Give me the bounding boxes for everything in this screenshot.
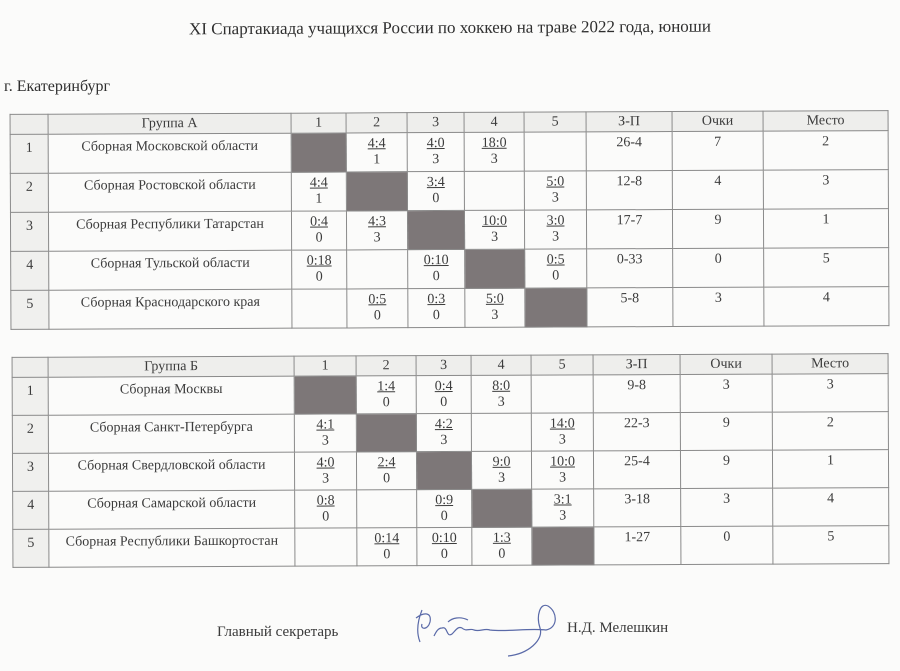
match-result-cell	[531, 413, 593, 451]
header-col-2: 2	[346, 113, 407, 133]
match-result-cell	[531, 451, 593, 489]
diagonal-cell	[465, 249, 525, 288]
document-title: XI Спартакиада учащихся России по хоккею на траве 2022 года, юноши	[188, 16, 712, 39]
header-col-3: 3	[416, 355, 471, 375]
match-score: 0:10	[431, 530, 457, 547]
match-result-cell	[416, 413, 471, 451]
team-name: Сборная Тульской области	[49, 250, 292, 290]
place: 4	[773, 488, 889, 527]
match-result-cell	[417, 527, 472, 565]
team-name: Сборная Республики Татарстан	[48, 211, 291, 251]
place: 3	[763, 170, 888, 210]
match-points: 0	[552, 268, 560, 284]
diagonal-cell	[472, 489, 532, 527]
match-result-cell	[524, 171, 586, 210]
match-points: 0	[383, 547, 391, 563]
match-points: 1	[373, 152, 381, 168]
group-name: Группа Б	[48, 356, 294, 377]
match-points: 3	[322, 471, 330, 487]
diagonal-cell	[291, 133, 346, 172]
group-b-table	[12, 353, 890, 568]
match-result-cell	[408, 249, 465, 288]
diagonal-cell	[346, 172, 407, 211]
team-name: Сборная Москвы	[48, 376, 294, 415]
header-col-5: 5	[524, 112, 586, 132]
match-result-cell	[524, 210, 586, 249]
match-score: 5:0	[546, 174, 565, 190]
team-number: 2	[10, 173, 48, 212]
header-goals: З-П	[586, 112, 672, 132]
match-result-cell	[291, 172, 346, 211]
match-points: 3	[551, 190, 559, 206]
match-result-cell	[347, 289, 408, 328]
match-score: 3:1	[553, 492, 572, 508]
match-result-cell	[356, 452, 416, 490]
team-name: Сборная Ростовской области	[48, 172, 291, 212]
match-score: 8:0	[492, 378, 511, 394]
table-row	[11, 248, 889, 291]
team-number: 1	[12, 377, 48, 415]
match-score: 4:1	[316, 417, 335, 433]
diagonal-cell	[416, 451, 471, 489]
match-result-cell	[464, 132, 524, 171]
match-points: 0	[315, 269, 323, 285]
match-result-cell	[416, 375, 471, 413]
match-points: 0	[440, 395, 448, 411]
place: 2	[772, 412, 888, 451]
place: 3	[772, 374, 888, 413]
match-result-cell	[294, 452, 356, 490]
goal-difference: 1-27	[594, 526, 681, 564]
match-score: 14:0	[549, 416, 575, 432]
match-points: 3	[491, 229, 499, 245]
goal-difference: 5-8	[587, 288, 673, 327]
match-result-cell	[295, 528, 357, 566]
match-score: 4:3	[368, 214, 386, 230]
match-result-cell	[471, 451, 531, 489]
header-col-3: 3	[407, 112, 464, 132]
match-result-cell	[295, 490, 357, 528]
team-name: Сборная Самарской области	[49, 490, 295, 529]
group-a-table	[10, 110, 890, 330]
match-score: 0:18	[306, 253, 332, 269]
match-score: 0:10	[423, 253, 449, 269]
match-result-cell	[347, 250, 408, 289]
team-number: 5	[11, 290, 49, 329]
match-result-cell	[471, 375, 531, 413]
match-points: 0	[432, 191, 440, 207]
match-points: 1	[315, 191, 323, 207]
match-score: 3:0	[546, 213, 565, 229]
goal-difference: 25-4	[593, 450, 680, 488]
team-number: 3	[10, 212, 48, 251]
header-col-1: 1	[291, 113, 346, 133]
header-points: Очки	[672, 111, 763, 131]
goal-difference: 22-3	[593, 412, 680, 450]
goal-difference: 17-7	[586, 210, 672, 249]
points: 3	[673, 287, 764, 326]
match-result-cell	[472, 527, 532, 565]
match-result-cell	[464, 210, 524, 249]
match-score: 4:4	[309, 175, 328, 191]
points: 0	[673, 248, 764, 287]
match-score: 2:4	[377, 455, 396, 471]
header-place: Место	[763, 111, 888, 132]
place: 4	[764, 287, 889, 327]
city-label: г. Екатеринбург	[4, 78, 111, 95]
points: 9	[672, 209, 763, 248]
goal-difference: 0-33	[587, 249, 673, 288]
match-points: 3	[491, 307, 499, 323]
match-score: 10:0	[550, 454, 575, 470]
match-result-cell	[356, 376, 416, 414]
match-score: 4:2	[434, 416, 453, 433]
table-row	[10, 170, 888, 213]
table-row	[12, 412, 888, 454]
place: 5	[764, 248, 889, 288]
place: 1	[763, 209, 888, 249]
match-score: 0:5	[368, 292, 387, 308]
match-result-cell	[532, 489, 594, 527]
match-score: 0:4	[434, 378, 453, 395]
table-row	[12, 374, 888, 416]
match-result-cell	[292, 250, 347, 289]
match-result-cell	[465, 288, 525, 327]
header-col-5: 5	[531, 355, 593, 375]
match-result-cell	[417, 489, 472, 527]
table-row	[10, 209, 888, 252]
match-points: 3	[558, 432, 566, 448]
points: 0	[681, 526, 773, 564]
match-points: 3	[559, 508, 567, 524]
header-goals: З-П	[593, 354, 680, 374]
match-result-cell	[525, 249, 587, 288]
match-result-cell	[408, 288, 465, 327]
match-score: 10:0	[482, 213, 507, 229]
header-num	[12, 357, 48, 377]
header-col-4: 4	[471, 355, 531, 375]
match-points: 0	[373, 308, 381, 324]
diagonal-cell	[532, 527, 594, 565]
team-number: 4	[11, 251, 49, 290]
team-number: 4	[13, 491, 49, 529]
match-points: 0	[440, 547, 448, 563]
match-score: 4:0	[316, 455, 335, 471]
diagonal-cell	[356, 414, 416, 452]
match-points: 0	[315, 230, 323, 246]
match-points: 3	[321, 433, 329, 449]
match-result-cell	[407, 132, 464, 171]
match-score: 0:4	[310, 214, 328, 230]
match-score: 0:14	[374, 531, 400, 547]
points: 9	[680, 450, 772, 488]
secretary-role: Главный секретарь	[217, 624, 339, 640]
match-score: 0:9	[435, 492, 454, 509]
goal-difference: 3-18	[594, 488, 681, 526]
points: 3	[680, 374, 772, 412]
team-name: Сборная Краснодарского края	[49, 289, 292, 329]
match-score: 3:4	[426, 175, 445, 191]
match-points: 3	[432, 152, 440, 168]
match-result-cell	[291, 211, 346, 250]
match-points: 0	[322, 509, 330, 525]
points: 7	[672, 131, 763, 170]
goal-difference: 12-8	[586, 171, 672, 210]
match-points: 0	[383, 471, 391, 487]
diagonal-cell	[407, 210, 464, 249]
match-result-cell	[524, 132, 586, 171]
points: 3	[681, 488, 773, 526]
match-result-cell	[531, 375, 593, 413]
table-row	[11, 287, 889, 330]
table-row	[12, 450, 888, 492]
match-points: 3	[559, 470, 567, 486]
team-number: 2	[12, 415, 48, 453]
diagonal-cell	[525, 288, 587, 327]
header-col-2: 2	[356, 356, 416, 376]
match-points: 3	[498, 470, 506, 486]
match-points: 3	[497, 394, 505, 410]
header-place: Место	[772, 354, 888, 375]
match-score: 0:5	[546, 252, 565, 268]
team-name: Сборная Санкт-Петербурга	[48, 414, 294, 453]
header-points: Очки	[680, 354, 772, 374]
table-row	[10, 131, 888, 174]
secretary-name: Н.Д. Мелешкин	[567, 620, 669, 636]
match-points: 0	[432, 308, 440, 324]
match-result-cell	[357, 528, 417, 566]
match-result-cell	[292, 289, 347, 328]
match-points: 0	[498, 546, 506, 562]
match-result-cell	[294, 414, 356, 452]
match-points: 3	[440, 433, 448, 449]
match-points: 0	[382, 395, 390, 411]
match-score: 4:0	[426, 136, 445, 152]
team-number: 3	[12, 453, 48, 491]
match-score: 1:3	[492, 530, 511, 546]
goal-difference: 9-8	[593, 374, 680, 412]
match-score: 9:0	[492, 454, 511, 470]
match-points: 0	[432, 269, 440, 285]
goal-difference: 26-4	[586, 132, 672, 171]
match-points: 3	[373, 230, 381, 246]
group-name: Группа А	[48, 113, 291, 134]
team-name: Сборная Московской области	[48, 133, 291, 173]
header-col-1: 1	[294, 356, 356, 376]
match-score: 0:8	[316, 493, 335, 509]
match-result-cell	[471, 413, 531, 451]
match-result-cell	[407, 171, 464, 210]
match-result-cell	[464, 171, 524, 210]
place: 2	[763, 131, 888, 171]
table-row	[13, 488, 889, 530]
team-name: Сборная Свердловской области	[48, 452, 294, 491]
place: 5	[773, 526, 889, 565]
match-result-cell	[346, 133, 407, 172]
match-points: 0	[440, 509, 448, 525]
team-number: 1	[10, 134, 48, 173]
header-col-4: 4	[464, 112, 524, 132]
match-score: 1:4	[377, 379, 396, 395]
diagonal-cell	[294, 376, 356, 414]
match-points: 3	[490, 151, 498, 167]
match-points: 3	[552, 229, 560, 245]
match-score: 5:0	[485, 291, 504, 307]
points: 4	[672, 170, 763, 209]
points: 9	[680, 412, 772, 450]
match-score: 4:4	[367, 136, 386, 152]
match-result-cell	[357, 490, 417, 528]
signature-icon	[408, 598, 568, 658]
team-name: Сборная Республики Башкортостан	[49, 528, 295, 567]
match-score: 0:3	[427, 292, 446, 308]
match-result-cell	[346, 211, 407, 250]
match-score: 18:0	[481, 135, 507, 151]
place: 1	[772, 450, 888, 489]
team-number: 5	[13, 529, 49, 567]
table-row	[13, 526, 889, 568]
header-num	[10, 114, 48, 134]
